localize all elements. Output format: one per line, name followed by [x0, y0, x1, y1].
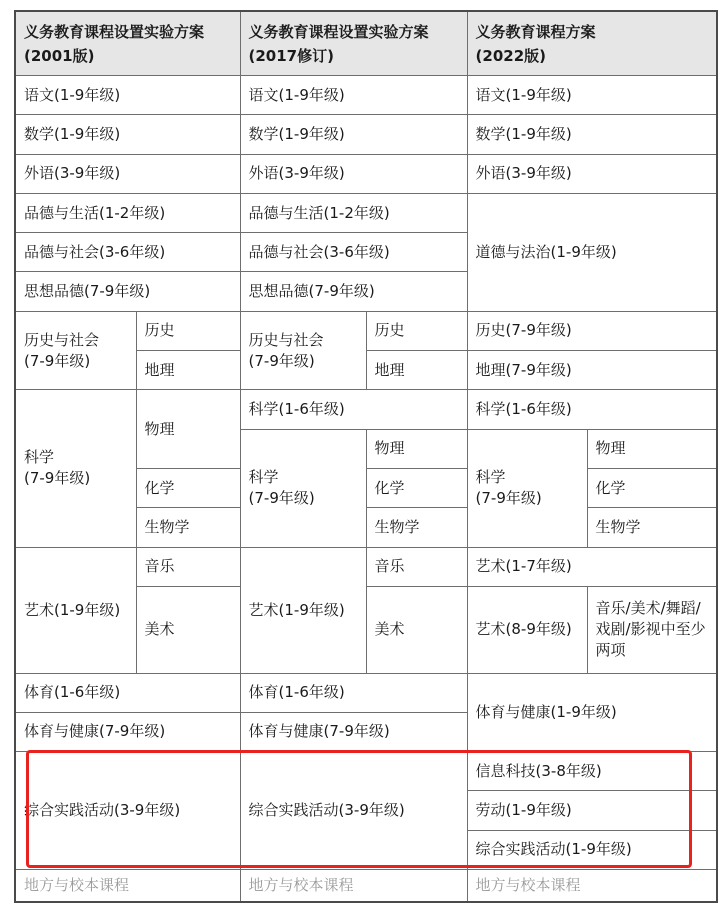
cell-2001-ideology: 思想品德(7-9年级) [15, 272, 240, 311]
table-row [15, 673, 717, 712]
cell-2022-foreign: 外语(3-9年级) [467, 154, 717, 193]
cell-2022-it: 信息科技(3-8年级) [467, 752, 717, 791]
cell-2017-science-primary: 科学(1-6年级) [240, 390, 467, 429]
table-row [15, 115, 717, 154]
cell-2022-practice: 综合实践活动(1-9年级) [467, 830, 717, 869]
cell-2017-pe-health: 体育与健康(7-9年级) [240, 712, 467, 751]
cell-2017-chinese: 语文(1-9年级) [240, 76, 467, 115]
cell-2001-chinese: 语文(1-9年级) [15, 76, 240, 115]
cell-2017-practice: 综合实践活动(3-9年级) [240, 752, 467, 870]
cell-2017-fine-arts: 美术 [366, 586, 467, 673]
curriculum-comparison [14, 10, 716, 903]
cell-2017-biology: 生物学 [366, 508, 467, 547]
cell-2022-morality-law: 道德与法治(1-9年级) [467, 193, 717, 311]
cell-2001-math: 数学(1-9年级) [15, 115, 240, 154]
cell-2001-geography: 地理 [136, 351, 240, 390]
cell-2017-ideology: 思想品德(7-9年级) [240, 272, 467, 311]
cell-2017-music: 音乐 [366, 547, 467, 586]
cell-2001-pe: 体育(1-6年级) [15, 673, 240, 712]
cell-2001-foreign: 外语(3-9年级) [15, 154, 240, 193]
cell-2017-arts: 艺术(1-9年级) [240, 547, 366, 673]
cell-2001-history: 历史 [136, 311, 240, 350]
header-row [15, 11, 717, 76]
cell-2022-arts-primary: 艺术(1-7年级) [467, 547, 717, 586]
table-row [15, 76, 717, 115]
cell-2022-chemistry: 化学 [587, 468, 717, 507]
cell-2022-physics: 物理 [587, 429, 717, 468]
cell-2001-hist-soc: 历史与社会 (7-9年级) [15, 311, 136, 390]
curriculum-table [14, 10, 718, 903]
cell-2001-fine-arts: 美术 [136, 586, 240, 673]
cell-2001-practice: 综合实践活动(3-9年级) [15, 752, 240, 870]
cell-2017-moral-society: 品德与社会(3-6年级) [240, 233, 467, 272]
cell-2017-science: 科学 (7-9年级) [240, 429, 366, 547]
cell-2022-history: 历史(7-9年级) [467, 311, 717, 350]
cell-2001-physics: 物理 [136, 390, 240, 469]
header-2001: 义务教育课程设置实验方案 (2001版) [15, 11, 240, 76]
cell-2001-music: 音乐 [136, 547, 240, 586]
cell-2022-chinese: 语文(1-9年级) [467, 76, 717, 115]
cell-2017-hist-soc: 历史与社会 (7-9年级) [240, 311, 366, 390]
cell-2017-chemistry: 化学 [366, 468, 467, 507]
cell-2022-science: 科学 (7-9年级) [467, 429, 587, 547]
cell-2017-history: 历史 [366, 311, 467, 350]
table-row [15, 752, 717, 791]
cell-2022-geography: 地理(7-9年级) [467, 351, 717, 390]
cell-2001-arts: 艺术(1-9年级) [15, 547, 136, 673]
cell-2022-labor: 劳动(1-9年级) [467, 791, 717, 830]
cell-2017-math: 数学(1-9年级) [240, 115, 467, 154]
cell-2022-pe-health: 体育与健康(1-9年级) [467, 673, 717, 752]
cell-2022-math: 数学(1-9年级) [467, 115, 717, 154]
cell-2001-moral-society: 品德与社会(3-6年级) [15, 233, 240, 272]
cell-2001-biology: 生物学 [136, 508, 240, 547]
cell-2017-moral-life: 品德与生活(1-2年级) [240, 193, 467, 232]
cell-2022-science-primary: 科学(1-6年级) [467, 390, 717, 429]
cell-2001-local: 地方与校本课程 [15, 870, 240, 902]
cell-2022-arts-upper: 艺术(8-9年级) [467, 586, 587, 673]
cell-2022-local: 地方与校本课程 [467, 870, 717, 902]
cell-2022-biology: 生物学 [587, 508, 717, 547]
table-row [15, 390, 717, 429]
cell-2017-local: 地方与校本课程 [240, 870, 467, 902]
cell-2001-science: 科学 (7-9年级) [15, 390, 136, 547]
cell-2022-arts-options: 音乐/美术/舞蹈/戏剧/影视中至少两项 [587, 586, 717, 673]
header-2022: 义务教育课程方案 (2022版) [467, 11, 717, 76]
cell-2017-pe: 体育(1-6年级) [240, 673, 467, 712]
cell-2017-foreign: 外语(3-9年级) [240, 154, 467, 193]
cell-2001-moral-life: 品德与生活(1-2年级) [15, 193, 240, 232]
table-row [15, 193, 717, 232]
header-2017: 义务教育课程设置实验方案 (2017修订) [240, 11, 467, 76]
cell-2017-physics: 物理 [366, 429, 467, 468]
table-row [15, 154, 717, 193]
table-row [15, 311, 717, 350]
cell-2001-pe-health: 体育与健康(7-9年级) [15, 712, 240, 751]
table-row [15, 547, 717, 586]
cell-2017-geography: 地理 [366, 351, 467, 390]
table-row [15, 870, 717, 902]
cell-2001-chemistry: 化学 [136, 468, 240, 507]
